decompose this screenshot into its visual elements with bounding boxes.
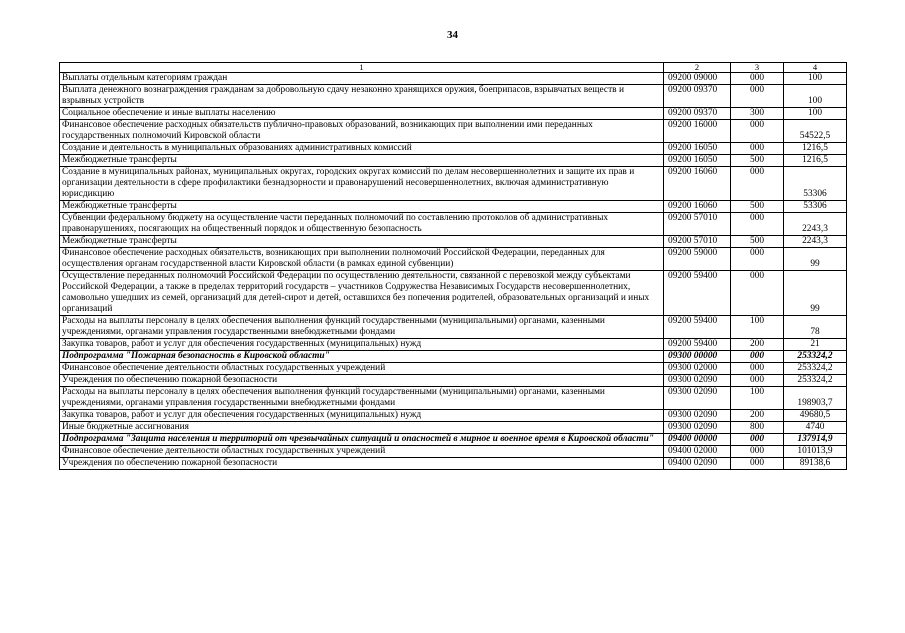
row-code: 09200 59400 xyxy=(664,316,731,339)
row-type: 000 xyxy=(731,458,784,470)
table-row xyxy=(60,434,847,446)
table-row xyxy=(60,375,847,387)
row-type: 000 xyxy=(731,446,784,458)
row-type: 000 xyxy=(731,363,784,375)
row-amount: 100 xyxy=(784,85,847,108)
row-amount: 253324,2 xyxy=(784,351,847,363)
row-type: 100 xyxy=(731,316,784,339)
row-type: 000 xyxy=(731,271,784,316)
row-amount: 100 xyxy=(784,108,847,120)
table-row xyxy=(60,316,847,339)
row-type: 500 xyxy=(731,236,784,248)
row-name: Выплаты отдельным категориям граждан xyxy=(60,73,664,85)
table-row xyxy=(60,236,847,248)
row-amount: 99 xyxy=(784,248,847,271)
row-amount: 198903,7 xyxy=(784,387,847,410)
table-row xyxy=(60,73,847,85)
row-amount: 253324,2 xyxy=(784,363,847,375)
row-name: Финансовое обеспечение расходных обязательств публично-правовых образований, возникающих при выполнении ими переданных государственных полномочий Кировской области xyxy=(60,120,664,143)
row-code: 09200 16050 xyxy=(664,155,731,167)
row-amount: 1216,5 xyxy=(784,143,847,155)
row-type: 000 xyxy=(731,351,784,363)
row-type: 000 xyxy=(731,73,784,85)
table-row xyxy=(60,458,847,470)
row-amount: 53306 xyxy=(784,167,847,201)
row-name: Финансовое обеспечение деятельности областных государственных учреждений xyxy=(60,446,664,458)
row-name: Социальное обеспечение и иные выплаты населению xyxy=(60,108,664,120)
table-row xyxy=(60,213,847,236)
row-name: Иные бюджетные ассигнования xyxy=(60,422,664,434)
row-name: Финансовое обеспечение расходных обязательств, возникающих при выполнении полномочий Российской Федерации, переданных для осуществления органам государственной власти Кировской области (в рамках единой субвенции) xyxy=(60,248,664,271)
row-type: 000 xyxy=(731,120,784,143)
table-row xyxy=(60,446,847,458)
row-name: Создание и деятельность в муниципальных образованиях административных комиссий xyxy=(60,143,664,155)
row-code: 09300 02090 xyxy=(664,375,731,387)
row-amount: 89138,6 xyxy=(784,458,847,470)
row-code: 09200 57010 xyxy=(664,213,731,236)
row-type: 200 xyxy=(731,339,784,351)
row-type: 000 xyxy=(731,375,784,387)
row-name: Расходы на выплаты персоналу в целях обеспечения выполнения функций государственными (муниципальными) органами, казенными учреждениями, органами управления государственными внебюджетными фондами xyxy=(60,316,664,339)
row-name: Учреждения по обеспечению пожарной безопасности xyxy=(60,458,664,470)
row-amount: 21 xyxy=(784,339,847,351)
table-row xyxy=(60,351,847,363)
row-code: 09200 16060 xyxy=(664,167,731,201)
row-type: 200 xyxy=(731,410,784,422)
header-col-3: 3 xyxy=(731,63,784,73)
table-row xyxy=(60,167,847,201)
row-code: 09200 59400 xyxy=(664,271,731,316)
row-name: Осуществление переданных полномочий Российской Федерации по осуществлению деятельности, связанной с перевозкой между субъектами Российской Федерации, а также в пределах территорий государств – участников Содружества Независимых Государств несовершеннолетних, самовольно ушедших из семей, организаций для детей-сирот и детей, оставшихся без попечения родителей, образовательных организаций и иных организаций xyxy=(60,271,664,316)
row-code: 09200 09000 xyxy=(664,73,731,85)
row-type: 800 xyxy=(731,422,784,434)
row-type: 000 xyxy=(731,85,784,108)
row-amount: 2243,3 xyxy=(784,236,847,248)
row-type: 000 xyxy=(731,143,784,155)
table-row xyxy=(60,143,847,155)
budget-table xyxy=(59,62,847,470)
row-code: 09300 02090 xyxy=(664,410,731,422)
row-type: 000 xyxy=(731,248,784,271)
row-code: 09200 57010 xyxy=(664,236,731,248)
row-amount: 4740 xyxy=(784,422,847,434)
row-name: Выплата денежного вознаграждения гражданам за добровольную сдачу незаконно хранящихся оружия, боеприпасов, взрывчатых веществ и взрывных устройств xyxy=(60,85,664,108)
row-code: 09300 00000 xyxy=(664,351,731,363)
row-name: Подпрограмма "Защита населения и территорий от чрезвычайных ситуаций и опасностей в мирное и военное время в Кировской области" xyxy=(60,434,664,446)
row-code: 09200 09370 xyxy=(664,85,731,108)
row-code: 09200 16050 xyxy=(664,143,731,155)
row-amount: 78 xyxy=(784,316,847,339)
table-row xyxy=(60,422,847,434)
row-code: 09200 16060 xyxy=(664,201,731,213)
row-code: 09300 02090 xyxy=(664,422,731,434)
row-amount: 2243,3 xyxy=(784,213,847,236)
table-row xyxy=(60,85,847,108)
row-name: Субвенции федеральному бюджету на осуществление части переданных полномочий по составлению протоколов об административных правонарушениях, посягающих на общественный порядок и общественную безопасность xyxy=(60,213,664,236)
row-amount: 101013,9 xyxy=(784,446,847,458)
table-row xyxy=(60,248,847,271)
row-code: 09300 02090 xyxy=(664,387,731,410)
table-row xyxy=(60,155,847,167)
row-name: Межбюджетные трансферты xyxy=(60,155,664,167)
table-row xyxy=(60,120,847,143)
row-name: Закупка товаров, работ и услуг для обеспечения государственных (муниципальных) нужд xyxy=(60,339,664,351)
row-code: 09300 02000 xyxy=(664,363,731,375)
row-type: 000 xyxy=(731,167,784,201)
page-number: 34 xyxy=(447,29,458,41)
row-type: 000 xyxy=(731,213,784,236)
row-name: Межбюджетные трансферты xyxy=(60,236,664,248)
row-code: 09200 16000 xyxy=(664,120,731,143)
row-name: Учреждения по обеспечению пожарной безопасности xyxy=(60,375,664,387)
table-row xyxy=(60,410,847,422)
row-code: 09400 02000 xyxy=(664,446,731,458)
header-col-4: 4 xyxy=(784,63,847,73)
row-amount: 49680,5 xyxy=(784,410,847,422)
table-row xyxy=(60,339,847,351)
row-code: 09400 00000 xyxy=(664,434,731,446)
header-col-2: 2 xyxy=(664,63,731,73)
table-row xyxy=(60,387,847,410)
row-type: 000 xyxy=(731,434,784,446)
row-code: 09200 59000 xyxy=(664,248,731,271)
row-code: 09200 59400 xyxy=(664,339,731,351)
row-name: Создание в муниципальных районах, муниципальных округах, городских округах комиссий по делам несовершеннолетних и защите их прав и организации деятельности в сфере профилактики безнадзорности и правонарушений несовершеннолетних, включая административную юрисдикцию xyxy=(60,167,664,201)
row-type: 100 xyxy=(731,387,784,410)
header-col-1: 1 xyxy=(60,63,664,73)
row-amount: 1216,5 xyxy=(784,155,847,167)
row-name: Межбюджетные трансферты xyxy=(60,201,664,213)
row-type: 300 xyxy=(731,108,784,120)
table-row xyxy=(60,108,847,120)
row-type: 500 xyxy=(731,155,784,167)
row-amount: 253324,2 xyxy=(784,375,847,387)
row-amount: 100 xyxy=(784,73,847,85)
row-code: 09200 09370 xyxy=(664,108,731,120)
row-amount: 54522,5 xyxy=(784,120,847,143)
row-name: Финансовое обеспечение деятельности областных государственных учреждений xyxy=(60,363,664,375)
row-type: 500 xyxy=(731,201,784,213)
row-amount: 137914,9 xyxy=(784,434,847,446)
row-name: Закупка товаров, работ и услуг для обеспечения государственных (муниципальных) нужд xyxy=(60,410,664,422)
table-row xyxy=(60,363,847,375)
table-row xyxy=(60,201,847,213)
row-name: Подпрограмма "Пожарная безопасность в Кировской области" xyxy=(60,351,664,363)
table-row xyxy=(60,271,847,316)
row-name: Расходы на выплаты персоналу в целях обеспечения выполнения функций государственными (муниципальными) органами, казенными учреждениями, органами управления государственными внебюджетными фондами xyxy=(60,387,664,410)
row-amount: 53306 xyxy=(784,201,847,213)
row-code: 09400 02090 xyxy=(664,458,731,470)
header-row xyxy=(60,63,847,73)
row-amount: 99 xyxy=(784,271,847,316)
